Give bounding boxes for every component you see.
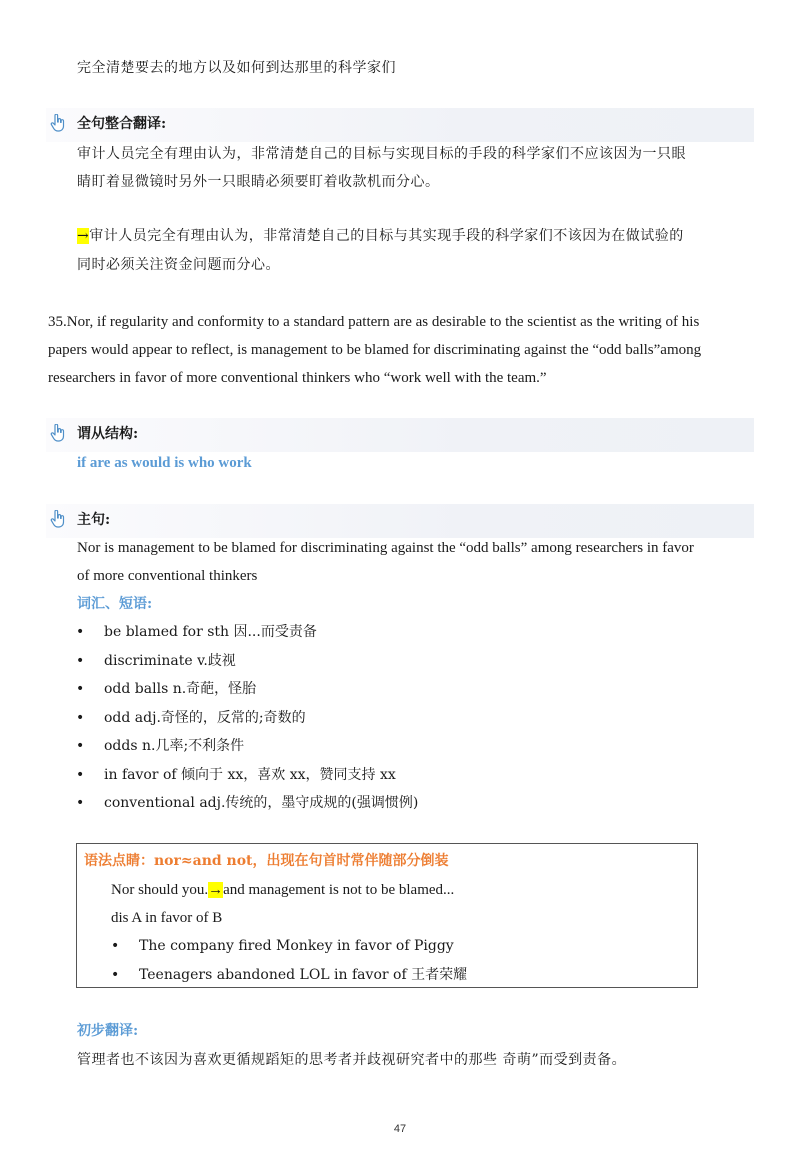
grammar-example-item: • Teenagers abandoned LOL in favor of 王者荣耀 (111, 961, 467, 990)
grammar-box (76, 843, 698, 988)
vocab-item: • discriminate v.歧视 (76, 647, 418, 676)
page-number: 47 (393, 1123, 407, 1135)
vocab-list (76, 618, 418, 818)
vocab-item: • odd adj.奇怪的，反常的;奇数的 (76, 704, 418, 733)
grammar-box-title: 语法点睛：nor≈and not，出现在句首时常伴随部分倒装 (84, 853, 449, 869)
translation-line: 睛盯着显微镜时另外一只眼睛必须要盯着收款机而分心。 (77, 174, 440, 190)
vocab-item: • odds n.几率;不利条件 (76, 732, 418, 761)
main-clause-line: Nor is management to be blamed for discriminating against the “odd balls” among researchers in favor (77, 540, 694, 556)
translation-line: 审计人员完全有理由认为，非常清楚自己的目标与实现目标的手段的科学家们不应该因为一只眼 (77, 146, 686, 162)
section-heading-main-clause: 主句: (77, 512, 111, 528)
prelim-heading: 初步翻译: (77, 1023, 139, 1039)
question-line: 35.Nor, if regularity and conformity to a standard pattern are as desirable to the scientist as the writing of his (48, 314, 700, 330)
section-heading-translation: 全句整合翻译: (77, 116, 167, 132)
main-clause-line: of more conventional thinkers (77, 568, 258, 584)
top-line: 完全清楚要去的地方以及如何到达那里的科学家们 (77, 60, 396, 76)
vocab-item: • be blamed for sth 因...而受责备 (76, 618, 418, 647)
question-line: researchers in favor of more conventional thinkers who “work well with the team.” (48, 370, 547, 386)
grammar-example-after: and management is not to be blamed... (223, 882, 455, 898)
pointing-hand-icon (50, 424, 66, 442)
section-band (46, 418, 754, 452)
grammar-example-list (111, 932, 467, 989)
section-band (46, 504, 754, 538)
grammar-example-item: • The company fired Monkey in favor of Piggy (111, 932, 467, 961)
prelim-translation: 管理者也不该因为喜欢更循规蹈矩的思考者并歧视研究者中的那些 奇萌”而受到责备。 (77, 1052, 627, 1068)
grammar-example-line (111, 878, 454, 902)
section-heading-clause-structure: 谓从结构: (77, 426, 139, 442)
improved-translation-line (77, 222, 684, 250)
improved-translation-line: 同时必须关注资金问题而分心。 (77, 257, 280, 273)
arrow-highlight: → (77, 228, 90, 244)
vocab-item: • odd balls n.奇葩，怪胎 (76, 675, 418, 704)
vocab-heading: 词汇、短语: (77, 596, 153, 612)
clause-structure-content: if are as would is who work (77, 455, 252, 471)
pointing-hand-icon (50, 510, 66, 528)
question-line: papers would appear to reflect, is management to be blamed for discriminating against the “odd balls”among (48, 342, 702, 358)
pointing-hand-icon (50, 114, 66, 132)
arrow-highlight: → (208, 882, 224, 898)
improved-translation-text: 审计人员完全有理由认为，非常清楚自己的目标与其实现手段的科学家们不该因为在做试验的 (89, 228, 684, 244)
grammar-pattern-line: dis A in favor of B (111, 910, 223, 926)
vocab-item: • in favor of 倾向于 xx，喜欢 xx，赞同支持 xx (76, 761, 418, 790)
grammar-example-before: Nor should you. (111, 882, 209, 898)
vocab-item: • conventional adj.传统的，墨守成规的(强调惯例) (76, 789, 418, 818)
